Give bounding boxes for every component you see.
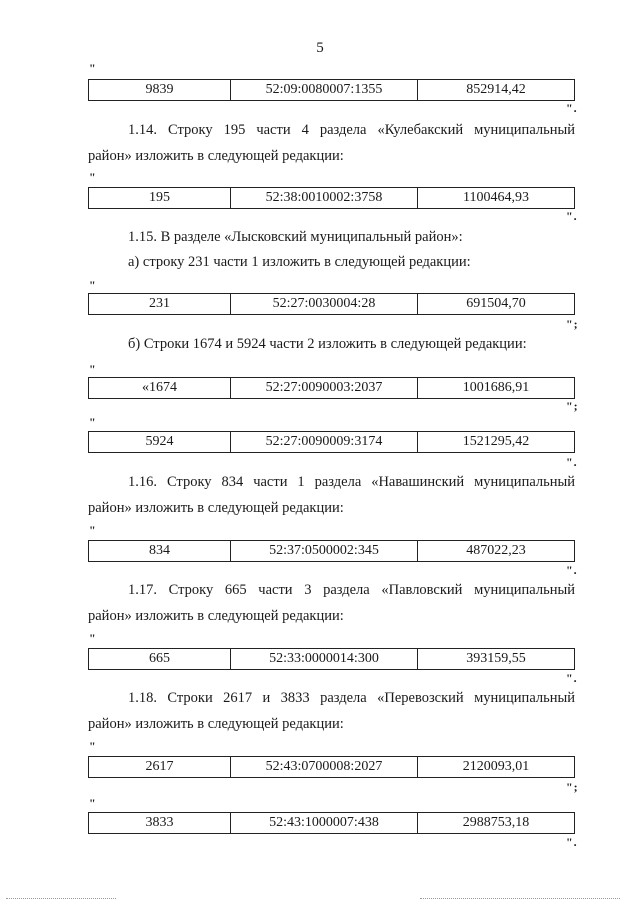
closing-quote: "; (566, 399, 579, 413)
closing-quote: "; (566, 780, 579, 794)
cadastral-value-cell: 2988753,18 (462, 815, 530, 830)
table-row (88, 540, 575, 562)
table-row (88, 79, 575, 101)
table-row (88, 377, 575, 399)
row-number-cell: 3833 (89, 813, 231, 833)
row-number-cell: 834 (89, 541, 231, 561)
closing-quote: "; (566, 317, 579, 331)
row-number-cell: 665 (89, 649, 231, 669)
cadastral-value-cell: 1521295,42 (462, 434, 530, 449)
cadastral-number-cell: 52:27:0090003:2037 (231, 378, 418, 398)
opening-quote: " (89, 170, 97, 184)
row-number-cell: 5924 (89, 432, 231, 452)
opening-quote: " (89, 523, 97, 537)
cadastral-number-cell: 52:38:0010002:3758 (231, 188, 418, 208)
paragraph-1-15: 1.15. В разделе «Лысковский муниципальный район»: (128, 229, 463, 245)
page-number: 5 (316, 40, 324, 56)
cadastral-number-cell: 52:27:0030004:28 (231, 294, 418, 314)
paragraph-line: район» изложить в следующей редакции: (88, 716, 344, 732)
opening-quote: " (89, 61, 97, 75)
opening-quote: " (89, 415, 97, 429)
cadastral-value-cell: 1100464,93 (463, 190, 529, 205)
closing-quote: ". (566, 563, 578, 577)
paragraph-1-16 (88, 469, 575, 521)
paragraph-line: 1.18. Строки 2617 и 3833 раздела «Перевозский муниципальный (128, 690, 575, 706)
cadastral-number-cell: 52:33:0000014:300 (231, 649, 418, 669)
paragraph-1-14 (88, 117, 575, 169)
cadastral-number-cell: 52:27:0090009:3174 (231, 432, 418, 452)
row-number-cell: 2617 (89, 757, 231, 777)
row-number-cell: 195 (89, 188, 231, 208)
opening-quote: " (89, 362, 97, 376)
closing-quote: ". (566, 671, 578, 685)
cadastral-number-cell: 52:43:1000007:438 (231, 813, 418, 833)
table-row (88, 648, 575, 670)
paragraph-1-15-a: а) строку 231 части 1 изложить в следующей редакции: (128, 254, 471, 270)
table-row (88, 431, 575, 453)
cadastral-value-cell: 393159,55 (466, 651, 526, 666)
table-row (88, 187, 575, 209)
paragraph-line: 1.14. Строку 195 части 4 раздела «Кулебакский муниципальный (128, 122, 575, 138)
scan-artifact-line (420, 898, 620, 899)
opening-quote: " (89, 739, 97, 753)
cadastral-number-cell: 52:09:0080007:1355 (231, 80, 418, 100)
paragraph-line: район» изложить в следующей редакции: (88, 148, 344, 164)
row-number-cell: «1674 (89, 378, 231, 398)
cadastral-value-cell: 487022,23 (466, 543, 526, 558)
cadastral-value-cell: 852914,42 (466, 82, 526, 97)
row-number-cell: 9839 (89, 80, 231, 100)
paragraph-1-17 (88, 577, 575, 629)
closing-quote: ". (566, 209, 578, 223)
opening-quote: " (89, 796, 97, 810)
table-row (88, 756, 575, 778)
paragraph-line: 1.17. Строку 665 части 3 раздела «Павловский муниципальный (128, 582, 575, 598)
paragraph-line: 1.16. Строку 834 части 1 раздела «Навашинский муниципальный (128, 474, 575, 490)
paragraph-line: район» изложить в следующей редакции: (88, 608, 344, 624)
cadastral-value-cell: 691504,70 (466, 296, 526, 311)
closing-quote: ". (566, 101, 578, 115)
paragraph-line: район» изложить в следующей редакции: (88, 500, 344, 516)
table-row (88, 293, 575, 315)
cadastral-value-cell: 1001686,91 (462, 380, 530, 395)
closing-quote: ". (566, 455, 578, 469)
cadastral-number-cell: 52:43:0700008:2027 (231, 757, 418, 777)
closing-quote: ". (566, 835, 578, 849)
cadastral-value-cell: 2120093,01 (462, 759, 530, 774)
paragraph-1-15-b: б) Строки 1674 и 5924 части 2 изложить в следующей редакции: (128, 336, 527, 352)
opening-quote: " (89, 631, 97, 645)
row-number-cell: 231 (89, 294, 231, 314)
opening-quote: " (89, 278, 97, 292)
table-row (88, 812, 575, 834)
scan-artifact-line (6, 898, 116, 899)
paragraph-1-18 (88, 685, 575, 737)
cadastral-number-cell: 52:37:0500002:345 (231, 541, 418, 561)
